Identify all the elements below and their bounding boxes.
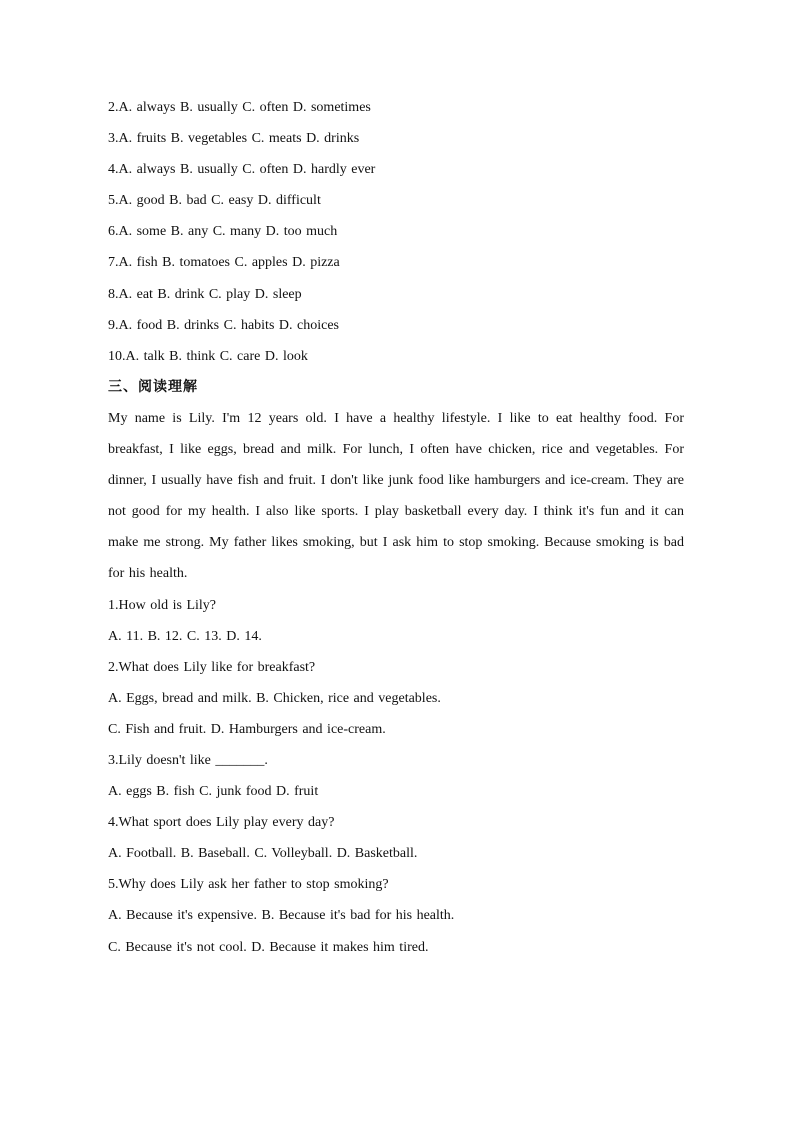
cloze-option-2: 2.A. always B. usually C. often D. sometimes	[108, 100, 371, 115]
question-3-options: A. eggs B. fish C. junk food D. fruit	[108, 784, 319, 800]
section-title-reading: 三、阅读理解	[108, 378, 198, 395]
question-2: 2.What does Lily like for breakfast?	[108, 659, 316, 675]
cloze-option-6: 6.A. some B. any C. many D. too much	[108, 224, 338, 240]
question-1-options: A. 11. B. 12. C. 13. D. 14.	[108, 628, 262, 644]
cloze-option-8: 8.A. eat B. drink C. play D. sleep	[108, 286, 302, 302]
question-4-options: A. Football. B. Baseball. C. Volleyball. D. Basketball.	[108, 846, 418, 862]
question-2-options-cd: C. Fish and fruit. D. Hamburgers and ice-cream.	[108, 721, 386, 737]
cloze-option-7: 7.A. fish B. tomatoes C. apples D. pizza	[108, 255, 340, 271]
cloze-option-9: 9.A. food B. drinks C. habits D. choices	[108, 317, 339, 333]
question-3: 3.Lily doesn't like _______.	[108, 752, 268, 768]
question-1: 1.How old is Lily?	[108, 597, 216, 613]
question-5-options-ab: A. Because it's expensive. B. Because it's bad for his health.	[108, 908, 455, 924]
question-2-options-ab: A. Eggs, bread and milk. B. Chicken, rice and vegetables.	[108, 690, 441, 706]
document-content	[108, 92, 684, 963]
question-4: 4.What sport does Lily play every day?	[108, 815, 335, 831]
reading-passage: My name is Lily. I'm 12 years old. I have a healthy lifestyle. I like to eat healthy food. For breakfast, I like eggs, bread and milk. For lunch, I often have chicken, rice and vegetables. For dinner, I usually have fish and fruit. I don't like junk food like hamburgers and ice-cream. They are not good for my health. I also like sports. I play basketball every day. I think it's fun and it can make me strong. My father likes smoking, but I ask him to stop smoking. Because smoking is bad for his health.	[108, 410, 684, 582]
cloze-option-3: 3.A. fruits B. vegetables C. meats D. drinks	[108, 131, 360, 147]
question-5-options-cd: C. Because it's not cool. D. Because it makes him tired.	[108, 939, 429, 955]
cloze-option-5: 5.A. good B. bad C. easy D. difficult	[108, 193, 321, 209]
cloze-option-10: 10.A. talk B. think C. care D. look	[108, 348, 308, 364]
question-5: 5.Why does Lily ask her father to stop smoking?	[108, 877, 389, 893]
cloze-option-4: 4.A. always B. usually C. often D. hardly ever	[108, 162, 376, 178]
